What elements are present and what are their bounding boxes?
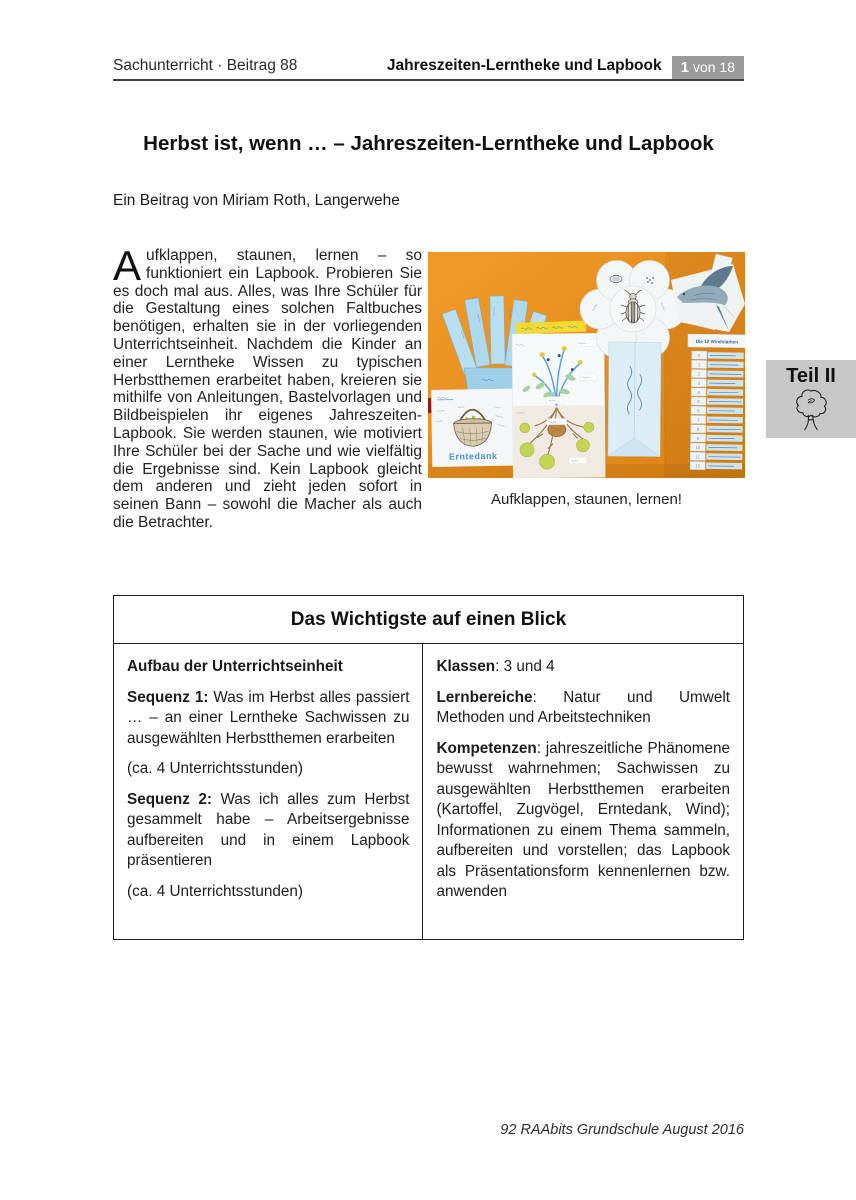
- wind-flap-number: 1: [697, 362, 701, 368]
- left-col-heading: Aufbau der Unterrichtseinheit: [127, 658, 343, 675]
- tree-icon: [793, 387, 829, 431]
- series-label: Sachunterricht · Beitrag 88: [113, 57, 298, 74]
- folded-card: [608, 342, 661, 456]
- sequence-1-text: Was im Herbst alles passiert … – an einer Lerntheke Sachwissen zu ausgewählten Herbstthemen erarbeiten: [127, 688, 410, 747]
- lernbereiche-text: : Natur und Umwelt Methoden und Arbeitstechniken: [436, 688, 730, 726]
- klassen-label: Klassen: [436, 658, 496, 675]
- info-col-left: [114, 644, 423, 939]
- wind-flap-number: 12: [695, 463, 701, 469]
- wind-list: [686, 334, 745, 470]
- info-box-columns: [114, 644, 743, 939]
- sequence-2: [127, 790, 409, 872]
- sequence-1-duration: (ca. 4 Unterrichtsstunden): [127, 760, 303, 777]
- wind-flap-number: 8: [696, 426, 700, 432]
- footer-imprint: 92 RAAbits Grundschule August 2016: [500, 1122, 744, 1138]
- wind-flap-number: 7: [697, 417, 700, 423]
- intro-paragraph: [113, 242, 422, 532]
- info-box-title: Das Wichtigste auf einen Blick: [114, 596, 743, 644]
- wind-flap-number: 11: [695, 454, 701, 460]
- erntedank-label: Erntedank: [448, 450, 498, 462]
- kompetenzen-row: [436, 739, 730, 903]
- sequence-2-duration: (ca. 4 Unterrichtsstunden): [127, 882, 303, 900]
- wind-flap-number: 5: [697, 399, 700, 405]
- wind-flap-number: 6: [697, 408, 700, 414]
- sequence-1-label: Sequenz 1:: [127, 688, 209, 706]
- kompetenzen-text: : jahreszeitliche Phänomene bewusst wahrnehmen; Sachwissen zu ausgewählten Herbstthemen erarbeiten (Kartoffel, Zugvögel, Erntedank, Wind); Informationen zu einem Thema sammeln, aufbereiten und vorstellen; das Lapbook als Präsentationsform kennenlernen bzw. anwenden: [436, 739, 730, 900]
- dropcap: A: [113, 242, 142, 289]
- page-number-current: 1: [680, 59, 689, 76]
- info-col-right: [423, 644, 743, 939]
- page-number-badge: [672, 56, 744, 79]
- teil-ii-label: Teil II: [786, 365, 836, 387]
- kompetenzen-label: Kompetenzen: [436, 739, 537, 757]
- header-right-group: [387, 56, 744, 79]
- wind-flap-number: 9: [696, 435, 700, 441]
- wind-flap-number: 0: [697, 353, 701, 359]
- sequence-2-label: Sequenz 2:: [127, 790, 212, 808]
- lapbook-photo: [428, 252, 745, 478]
- wind-flap-number: 4: [697, 389, 700, 395]
- wind-flap-number: 3: [697, 380, 701, 386]
- figure-caption: Aufklappen, staunen, lernen!: [491, 491, 682, 508]
- lernbereiche-label: Lernbereiche: [436, 688, 533, 706]
- lapbook-figure: [428, 252, 745, 508]
- klassen-text: : 3 und 4: [495, 658, 555, 675]
- article-title: Herbst ist, wenn … – Jahreszeiten-Lerntheke und Lapbook: [143, 132, 714, 155]
- sequence-2-text: Was ich alles zum Herbst gesammelt habe – Arbeitsergebnisse aufbereiten und in einem Lapbook präsentieren: [127, 790, 410, 869]
- lernbereiche-row: [436, 688, 730, 729]
- unit-title-header: Jahreszeiten-Lerntheke und Lapbook: [386, 57, 662, 74]
- byline: Ein Beitrag von Miriam Roth, Langerwehe: [113, 192, 400, 209]
- wind-flap-number: 2: [697, 371, 701, 377]
- wind-flap-number: 10: [695, 445, 701, 451]
- page-header: [113, 56, 744, 81]
- potato-plant-sheet: [512, 333, 605, 478]
- sequence-1: [127, 688, 409, 750]
- page-number-total: von 18: [692, 59, 735, 75]
- info-box: [113, 595, 744, 940]
- klassen-row: [436, 657, 730, 678]
- wind-list-title: Die 12 Windstärken: [695, 338, 739, 345]
- erntedank-card: [431, 389, 514, 467]
- intro-text: ufklappen, staunen, lernen – so funktioniert ein Lapbook. Probieren Sie es doch mal aus. Alles, was Ihre Schüler für die Gestaltung eines solchen Faltbuches benötigen, erhalten sie in der vorliegenden Unterrichtseinheit. Nachdem die Kinder an einer Lerntheke Wissen zu typischen Herbstthemen erarbeitet haben, kreieren sie mithilfe von Anleitungen, Bastelvorlagen und Bildbeispielen ihr eigenes Jahreszeiten-Lapbook. Sie werden staunen, wie motiviert Ihre Schüler bei der Sache und wie vielfältig die Ergebnisse sind. Kein Lapbook gleicht dem anderen und zieht jeden sofort in seinen Bann – sowohl die Macher als auch die Betrachter.: [113, 247, 422, 531]
- teil-ii-tab: [766, 360, 856, 438]
